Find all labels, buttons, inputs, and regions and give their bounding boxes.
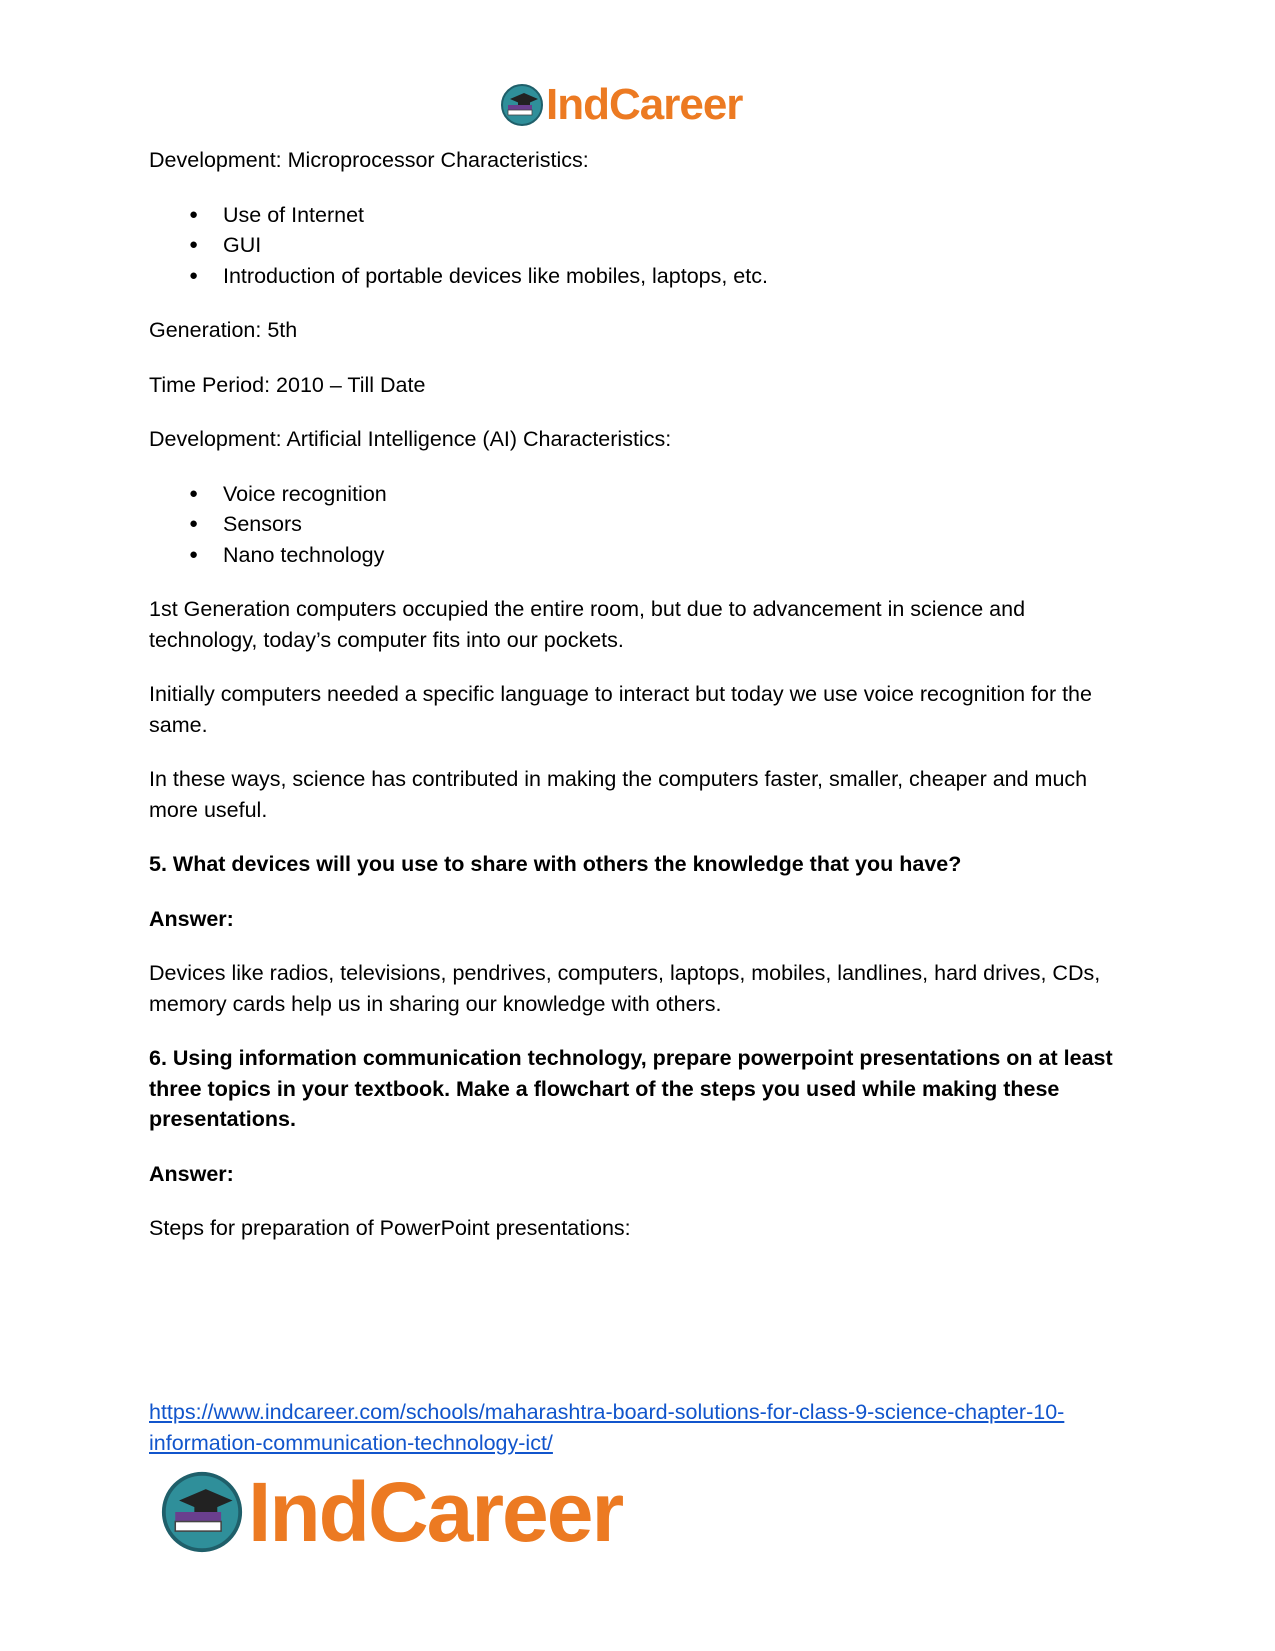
graduation-book-icon xyxy=(160,1470,244,1554)
paragraph-2: Initially computers needed a specific language to interact but today we use voice recognition for the same. xyxy=(149,682,1092,737)
logo-wordmark: IndCareer xyxy=(248,1464,623,1559)
paragraph-1: 1st Generation computers occupied the entire room, but due to advancement in science and technology, today’s computer fits into our pockets. xyxy=(149,597,1026,652)
answer-5: Devices like radios, televisions, pendrives, computers, laptops, mobiles, landlines, hard drives, CDs, memory cards help us in sharing our knowledge with others. xyxy=(149,961,1101,1016)
answer-label: Answer: xyxy=(149,1161,234,1186)
dev4-heading: Development: Microprocessor Characteristics: xyxy=(149,148,589,172)
footer-logo xyxy=(160,1466,622,1558)
dev5-heading: Development: Artificial Intelligence (AI) Characteristics: xyxy=(149,427,672,451)
generation-5: Generation: 5th xyxy=(149,318,298,342)
answer-label: Answer: xyxy=(149,906,234,931)
list-item: ● Voice recognition xyxy=(189,479,1139,510)
graduation-book-icon xyxy=(500,83,544,127)
paragraph-3: In these ways, science has contributed in making the computers faster, smaller, cheaper and much more useful. xyxy=(149,767,1088,822)
list-item: ● Introduction of portable devices like mobiles, laptops, etc. xyxy=(189,261,1139,292)
list-item: ● Sensors xyxy=(189,509,1139,540)
time-period-5: Time Period: 2010 – Till Date xyxy=(149,372,426,397)
question-6: 6. Using information communication technology, prepare powerpoint presentations on at least three topics in your textbook. Make a flowchart of the steps you used while making these presentations. xyxy=(149,1046,1113,1131)
answer-6: Steps for preparation of PowerPoint presentations: xyxy=(149,1216,631,1240)
list-item: ● Use of Internet xyxy=(189,200,1139,231)
logo-wordmark: IndCareer xyxy=(546,80,743,129)
dev5-list xyxy=(149,479,1139,571)
list-item: ● GUI xyxy=(189,230,1139,261)
document-body xyxy=(149,145,1139,1268)
list-item: ● Nano technology xyxy=(189,540,1139,571)
question-5: 5. What devices will you use to share with others the knowledge that you have? xyxy=(149,852,962,876)
source-link[interactable]: https://www.indcareer.com/schools/maharashtra-board-solutions-for-class-9-science-chapter-10-information-communication-technology-ict/ xyxy=(149,1400,1065,1455)
dev4-list xyxy=(149,200,1139,292)
header-logo xyxy=(500,80,742,130)
